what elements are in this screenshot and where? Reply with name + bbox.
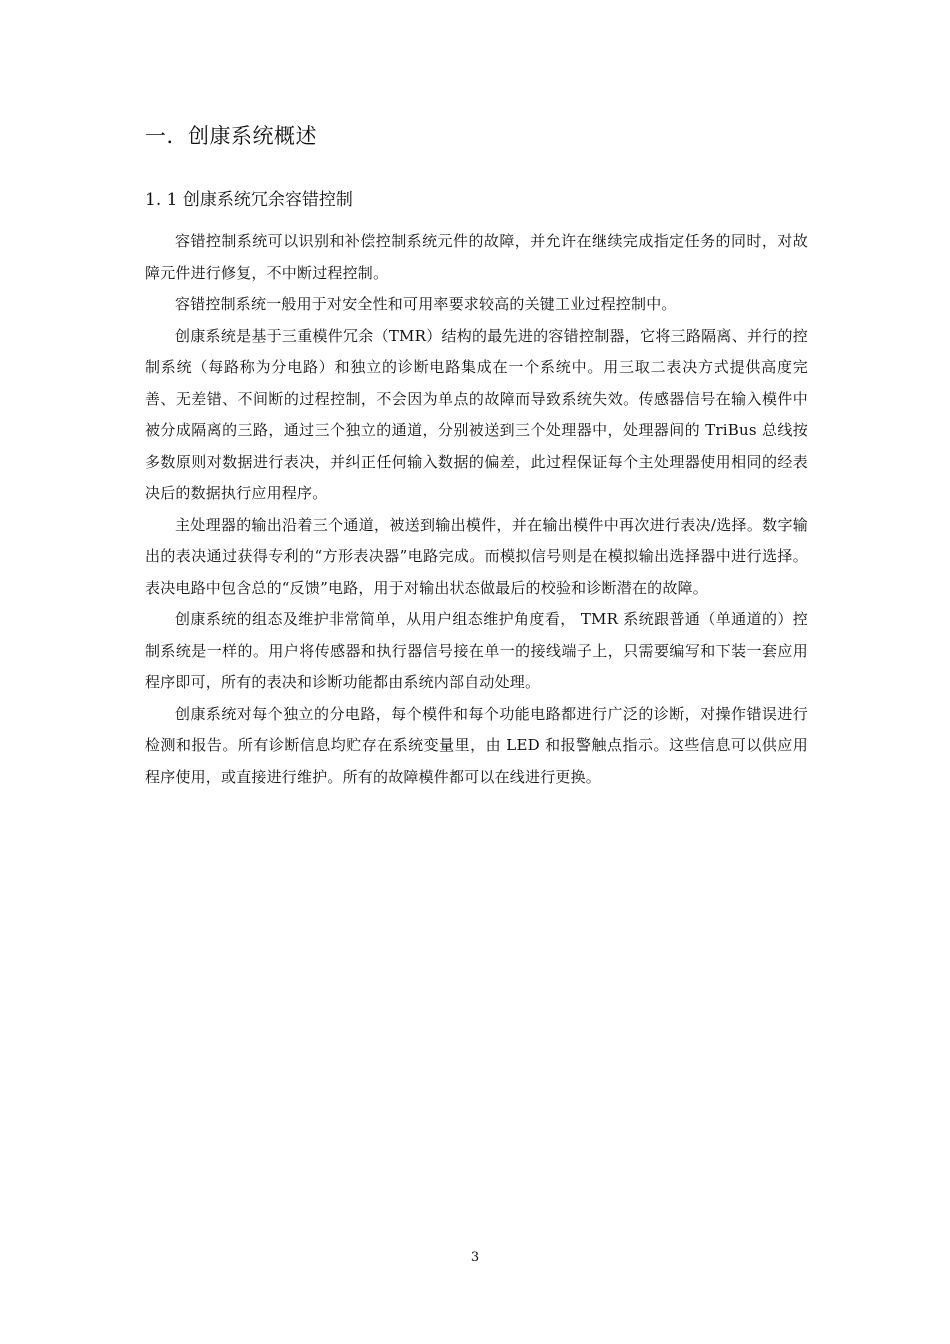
paragraph-1: 容错控制系统可以识别和补偿控制系统元件的故障，并允许在继续完成指定任务的同时，对故障元件进行修复，不中断过程控制。 xyxy=(145,232,808,282)
chapter-title: 一．创康系统概述 xyxy=(145,124,317,148)
paragraph-5: 创康系统的组态及维护非常简单，从用户组态维护角度看， TMR 系统跟普通（单通道的）控制系统是一样的。用户将传感器和执行器信号接在单一的接线端子上，只需要编写和下装一套应用程序即可，所有的表决和诊断功能都由系统内部自动处理。 xyxy=(145,610,808,691)
paragraph-2: 容错控制系统一般用于对安全性和可用率要求较高的关键工业过程控制中。 xyxy=(175,295,677,313)
paragraph-4: 主处理器的输出沿着三个通道，被送到输出模件，并在输出模件中再次进行表决/选择。数字输出的表决通过获得专利的“方形表决器”电路完成。而模拟信号则是在模拟输出选择器中进行选择。表决电路中包含总的“反馈”电路，用于对输出状态做最后的校验和诊断潜在的故障。 xyxy=(145,515,808,597)
page-content xyxy=(145,118,808,793)
paragraph-3: 创康系统是基于三重模件冗余（TMR）结构的最先进的容错控制器，它将三路隔离、并行的控制系统（每路称为分电路）和独立的诊断电路集成在一个系统中。用三取二表决方式提供高度完善、无差错、不间断的过程控制，不会因为单点的故障而导致系统失效。传感器信号在输入模件中被分成隔离的三路，通过三个独立的通道，分别被送到三个处理器中，处理器间的 TriBus 总线按多数原则对数据进行表决，并纠正任何输入数据的偏差，此过程保证每个主处理器使用相同的经表决后的数据执行应用程序。 xyxy=(145,326,808,502)
section-title: 1. 1 创康系统冗余容错控制 xyxy=(145,190,353,210)
page-number: 3 xyxy=(470,1250,480,1265)
paragraph-6: 创康系统对每个独立的分电路，每个模件和每个功能电路都进行广泛的诊断，对操作错误进行检测和报告。所有诊断信息均贮存在系统变量里，由 LED 和报警触点指示。这些信息可以供应用程序使用，或直接进行维护。所有的故障模件都可以在线进行更换。 xyxy=(145,704,808,786)
